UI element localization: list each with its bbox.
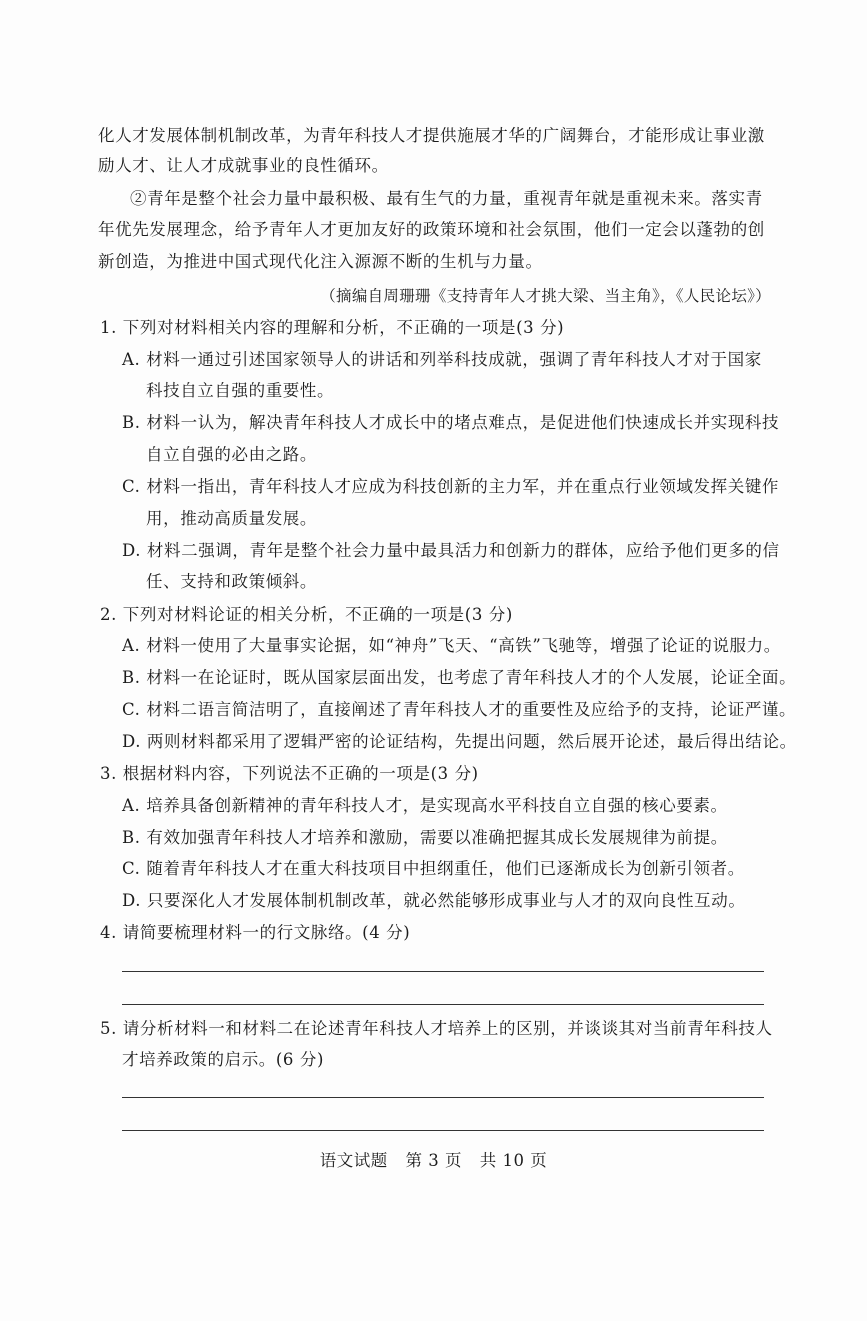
q1-option-b: B. 材料一认为，解决青年科技人才成长中的堵点难点，是促进他们快速成长并实现科技	[122, 413, 780, 432]
q3-option-c: C. 随着青年科技人才在重大科技项目中担纲重任，他们已逐渐成长为创新引领者。	[122, 859, 745, 878]
q3-option-a: A. 培养具备创新精神的青年科技人才，是实现高水平科技自立自强的核心要素。	[122, 796, 728, 815]
question-2-stem: 2. 下列对材料论证的相关分析，不正确的一项是(3 分)	[100, 605, 513, 624]
footer-total-pages: 共 10 页	[479, 1151, 548, 1170]
footer-page-number: 第 3 页	[405, 1151, 462, 1170]
passage-line-1: 化人才发展体制机制改革，为青年科技人才提供施展才华的广阔舞台，才能形成让事业激	[98, 126, 765, 145]
q1-option-d: D. 材料二强调，青年是整个社会力量中最具活力和创新力的群体，应给予他们更多的信	[122, 541, 780, 560]
page-footer	[0, 1147, 867, 1171]
passage-line-3: ②青年是整个社会力量中最积极、最有生气的力量，重视青年就是重视未来。落实青	[130, 189, 763, 208]
q1-option-c-cont: 用，推动高质量发展。	[146, 509, 317, 528]
q2-option-d: D. 两则材料都采用了逻辑严密的论证结构，先提出问题，然后展开论述，最后得出结论。	[122, 732, 797, 751]
footer-subject: 语文试题	[319, 1151, 388, 1170]
q1-option-a: A. 材料一通过引述国家领导人的讲话和列举科技成就，强调了青年科技人才对于国家	[122, 350, 762, 369]
question-5-stem-cont: 才培养政策的启示。(6 分)	[122, 1050, 325, 1069]
passage-line-4: 年优先发展理念，给予青年人才更加友好的政策环境和社会氛围，他们一定会以蓬勃的创	[98, 220, 765, 239]
question-5-stem: 5. 请分析材料一和材料二在论述青年科技人才培养上的区别，并谈谈其对当前青年科技人	[100, 1019, 773, 1038]
q2-option-b: B. 材料一在论证时，既从国家层面出发，也考虑了青年科技人才的个人发展，论证全面。	[122, 668, 797, 687]
q2-option-c: C. 材料二语言简洁明了，直接阐述了青年科技人才的重要性及应给予的支持，论证严谨。	[122, 700, 797, 719]
q4-answer-line-1[interactable]	[122, 971, 764, 972]
q3-option-d: D. 只要深化人才发展体制机制改革，就必然能够形成事业与人才的双向良性互动。	[122, 891, 746, 910]
q5-answer-line-1[interactable]	[122, 1097, 764, 1098]
passage-line-2: 励人才、让人才成就事业的良性循环。	[98, 156, 389, 175]
q1-option-c: C. 材料一指出，青年科技人才应成为科技创新的主力军，并在重点行业领域发挥关键作	[122, 477, 780, 496]
q1-option-a-cont: 科技自立自强的重要性。	[146, 381, 335, 400]
q2-option-a: A. 材料一使用了大量事实论据，如“神舟”飞天、“高铁”飞驰等，增强了论证的说服力。	[122, 636, 781, 655]
source-citation: （摘编自周珊珊《支持青年人才挑大梁、当主角》，《人民论坛》）	[320, 287, 771, 305]
q5-answer-line-2[interactable]	[122, 1130, 764, 1131]
q4-answer-line-2[interactable]	[122, 1004, 764, 1005]
question-3-stem: 3. 根据材料内容，下列说法不正确的一项是(3 分)	[100, 764, 479, 783]
question-4-stem: 4. 请简要梳理材料一的行文脉络。(4 分)	[100, 923, 411, 942]
q1-option-b-cont: 自立自强的必由之路。	[146, 445, 317, 464]
q3-option-b: B. 有效加强青年科技人才培养和激励，需要以准确把握其成长发展规律为前提。	[122, 828, 728, 847]
passage-line-5: 新创造，为推进中国式现代化注入源源不断的生机与力量。	[98, 252, 543, 271]
question-1-stem: 1. 下列对材料相关内容的理解和分析，不正确的一项是(3 分)	[100, 318, 565, 337]
q1-option-d-cont: 任、支持和政策倾斜。	[146, 572, 317, 591]
